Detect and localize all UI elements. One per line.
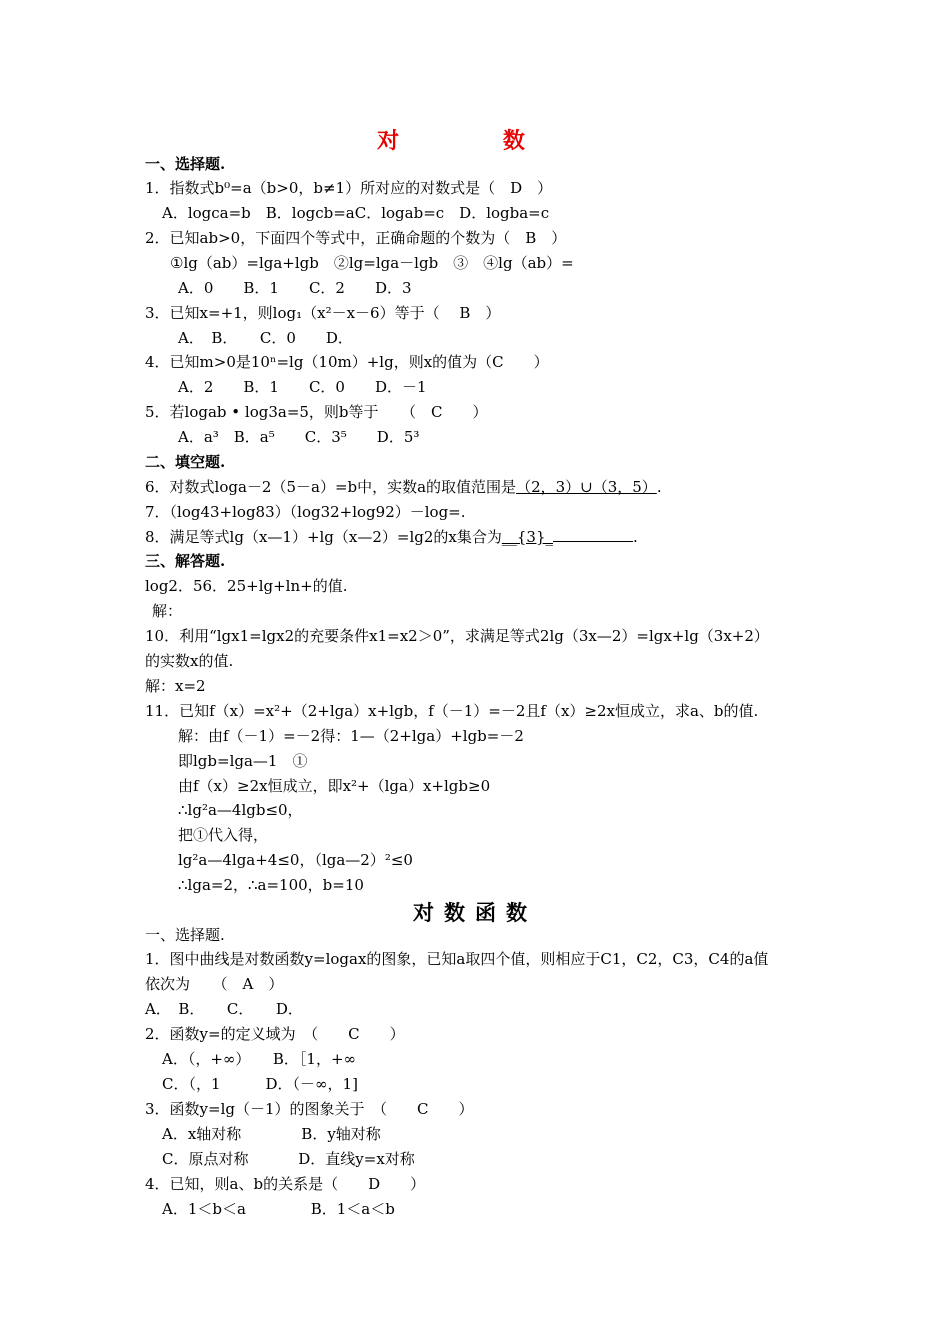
- p2-question-1-options: A． B． C． D．: [145, 1000, 303, 1018]
- question-11-step7: ∴lga=2，∴a=100，b=10: [178, 876, 364, 894]
- question-9-solution: 解：: [152, 602, 183, 620]
- question-8: [145, 527, 638, 547]
- question-2-options: A．0 B．1 C．2 D．3: [178, 279, 412, 297]
- answer-blank: [553, 527, 633, 542]
- p2-question-4: 4．已知，则a、b的关系是（ D ）: [145, 1175, 426, 1193]
- question-2-items: ①lg（ab）=lga+lgb ②lg=lga－lgb ③ ④lg（ab）=: [170, 254, 574, 272]
- question-11-step6: lg²a—4lga+4≤0，（lga—2）²≤0: [178, 851, 413, 869]
- section-fill: 二、填空题.: [145, 453, 226, 471]
- p2-question-3-options-1: A．x轴对称 B．y轴对称: [162, 1125, 381, 1143]
- p2-question-2-options-2: C．（，1 D．（－∞，1]: [162, 1075, 358, 1093]
- question-11-step5: 把①代入得，: [178, 826, 269, 844]
- question-3: 3．已知x=+1，则log₁（x²－x－6）等于（ B ）: [145, 304, 501, 322]
- question-11-step3: 由f（x）≥2x恒成立，即x²+（lga）x+lgb≥0: [178, 777, 491, 795]
- question-10-line1: 10．利用“lgx1=lgx2的充要条件x1=x2＞0”，求满足等式2lg（3x—2）=lgx+lg（3x+2）: [145, 627, 769, 645]
- question-6-text: 6．对数式loga－2（5－a）=b中，实数a的取值范围是: [145, 478, 517, 496]
- p2-question-4-options: A．1＜b＜a B．1＜a＜b: [162, 1200, 395, 1218]
- question-11-step2: 即lgb=lga—1 ①: [178, 752, 308, 770]
- question-8-end: .: [633, 528, 638, 546]
- question-7: 7．（log43+log83）（log32+log92）－log=.: [145, 503, 466, 521]
- p2-question-2: 2．函数y=的定义域为 （ C ）: [145, 1025, 405, 1043]
- title-log-function: 对数函数: [413, 900, 537, 925]
- p2-section-choice: 一、选择题.: [145, 926, 225, 944]
- question-2: 2．已知ab>0，下面四个等式中，正确命题的个数为（ B ）: [145, 229, 567, 247]
- question-8-answer: __{3}_: [501, 528, 554, 546]
- question-6-answer: （2，3）∪（3，5）: [516, 478, 657, 496]
- question-9: log2．56．25+lg+ln+的值.: [145, 577, 348, 595]
- question-1-options: A．logca=b B．logcb=aC．logab=c D．logba=c: [162, 204, 550, 222]
- title-logarithm: 对 数: [377, 128, 573, 154]
- question-8-text: 8．满足等式lg（x—1）+lg（x—2）=lg2的x集合为: [145, 528, 502, 546]
- question-5-options: A．a³ B．a⁵ C．3⁵ D．5³: [178, 428, 420, 446]
- question-11: 11．已知f（x）=x²+（2+lga）x+lgb，f（－1）=－2且f（x）≥2x恒成立，求a、b的值.: [145, 702, 759, 720]
- section-choice: 一、选择题.: [145, 155, 226, 173]
- question-4-options: A．2 B．1 C．0 D．－1: [178, 378, 427, 396]
- question-10-line2: 的实数x的值.: [145, 652, 234, 670]
- p2-question-3: 3．函数y=lg（－1）的图象关于 （ C ）: [145, 1100, 474, 1118]
- question-11-step4: ∴lg²a—4lgb≤0，: [178, 801, 303, 819]
- section-answer: 三、解答题.: [145, 552, 226, 570]
- question-6: [145, 477, 662, 497]
- p2-question-1-line1: 1．图中曲线是对数函数y=logax的图象，已知a取四个值，则相应于C1，C2，C3，C4的a值: [145, 950, 769, 968]
- p2-question-2-options-1: A．（，+∞） B．［1，+∞: [162, 1050, 357, 1068]
- p2-question-3-options-2: C．原点对称 D．直线y=x对称: [162, 1150, 415, 1168]
- p2-question-1-line2: 依次为 （ A ）: [145, 975, 284, 993]
- question-5: 5．若logab • log3a=5，则b等于 （ C ）: [145, 403, 488, 421]
- question-1: 1．指数式b⁰=a（b>0，b≠1）所对应的对数式是（ D ）: [145, 179, 553, 197]
- question-4: 4．已知m>0是10ⁿ=lg（10m）+lg，则x的值为（C ）: [145, 353, 549, 371]
- question-10-solution: 解：x=2: [145, 677, 206, 695]
- question-3-options: A． B． C．0 D．: [178, 329, 353, 347]
- question-6-end: .: [656, 478, 662, 496]
- question-11-step1: 解：由f（－1）=－2得：1—（2+lga）+lgb=－2: [178, 727, 524, 745]
